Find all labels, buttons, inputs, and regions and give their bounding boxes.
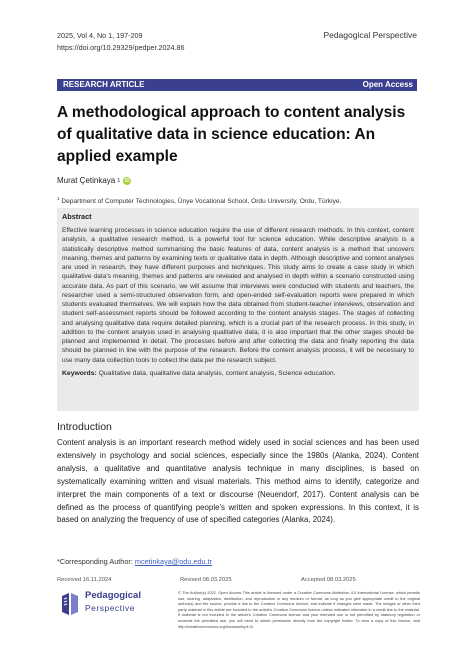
author-name: Murat Çetinkaya	[57, 176, 116, 185]
corresponding-author	[57, 557, 212, 566]
abstract-text: Effective learning processes in science education require the use of different research methods. In this context, content analysis, a qualitative research method, is a powerful tool for science education. While descriptive analysis is a statistically descriptive method summarising the basic features of data, content analysis is a method that uncovers meaning, themes and patterns by examining texts or qualitative data in depth. Although descriptive and content analyses are used in research, they have different purposes and techniques. This study aims to create a case study in which qualitative data's meaning, themes and patterns are revealed and analysed in depth within a scenario constructed using accurate data. As part of this scenario, we will assume that interviews were conducted with students and teachers, the researcher used a semi-structured observation form, and open-ended self-evaluation reports were prepared in which students evaluated themselves. We will explain how the data obtained from student-teacher interviews, observation and student self-assessment reports should be followed according to the content analysis stages. The stages of collecting and analysing qualitative data require detailed planning, which is a crucial part of the research process. In this study, in addition to the content analysis used in analysing qualitative data, it is also important that the other stages should be planned and implemented in detail. The processes before and after collecting the data and finally reporting the data should be planned in line with the purpose of the research. Before the content analysis process, it will be necessary to use many data collection tools to collect the data per the research subject.	[62, 227, 414, 364]
introduction-text: Content analysis is an important research method widely used in social sciences and has been used extensively in psychology and social sciences, especially since the 1980s (Alanka, 2024). Content analysis, a qualitative and quantitative analysis technique in many disciplines, is based on systematically examining written and visual materials. This method aims to identify, categorize and interpret the main components of a text or discourse (Neuendorf, 2017). Content analysis can be defined as the process of quantifying people's written and spoken expressions. In this context, it is based on analyzing the frequency of use of specified categories (Alanka, 2024).	[57, 438, 419, 525]
corresponding-label: *Corresponding Author:	[57, 557, 133, 566]
logo-line2: Perspective	[85, 603, 135, 613]
introduction-heading: Introduction	[57, 421, 112, 433]
author-sup: 1	[117, 177, 121, 184]
page-header	[57, 30, 417, 56]
received-date: Received 16.11.2024	[57, 577, 112, 583]
volume-info: 2025, Vol 4, No 1, 197-209	[57, 31, 143, 40]
accepted-date: Accepted 08.03.2025	[301, 577, 356, 583]
abstract-box	[57, 208, 419, 411]
journal-logo-icon	[60, 592, 80, 616]
article-type: RESEARCH ARTICLE	[63, 80, 145, 89]
article-title: A methodological approach to content analysis of qualitative data in science education: An applied example	[57, 104, 406, 165]
doi-link[interactable]: https://doi.org/10.29329/pedper.2024.86	[57, 43, 185, 52]
keywords-label: Keywords:	[62, 369, 97, 377]
orcid-icon[interactable]: iD	[124, 177, 130, 184]
revised-date: Revised 08.03.2025	[180, 577, 232, 583]
abstract-heading: Abstract	[62, 212, 92, 221]
journal-logo	[60, 590, 148, 620]
license-text: © The Author(s) 2022. Open Access This article is licensed under a Creative Commons Attribution 4.0 International License, which permits use, sharing, adaptation, distribution, and reproduction in any medium or format, as long as you give appropriate credit to the original author(s) and the source, provide a link to the Creative Commons licence, and indicate if changes were made. The images or other third party material in this article are included in the article's Creative Commons licence unless indicated otherwise in a credit line to the material. If material is not included in the article's Creative Commons licence and your intended use is not permitted by statutory regulation or exceeds the permitted use, you will need to obtain permission directly from the copyright holder. To view a copy of this licence, visit http://creativecommons.org/licenses/by/4.0/.	[178, 590, 420, 629]
journal-name: Pedagogical Perspective	[323, 30, 417, 40]
affiliation	[57, 196, 341, 205]
author-line	[57, 176, 131, 185]
affiliation-text: Department of Computer Technologies, Ünye Vocational School, Ordu University, Ordu, Türkiye.	[61, 198, 342, 206]
article-type-banner	[57, 79, 417, 91]
keywords	[62, 370, 414, 377]
keywords-text: Qualitative data, qualitative data analysis, content analysis, Science education.	[98, 369, 336, 377]
open-access-label: Open Access	[362, 80, 413, 89]
citation-info	[57, 30, 184, 54]
logo-line1: Pedagogical	[85, 590, 141, 601]
email-link[interactable]: mcetinkaya@odu.edu.tr	[134, 557, 213, 566]
affiliation-sup: 1	[57, 196, 60, 201]
